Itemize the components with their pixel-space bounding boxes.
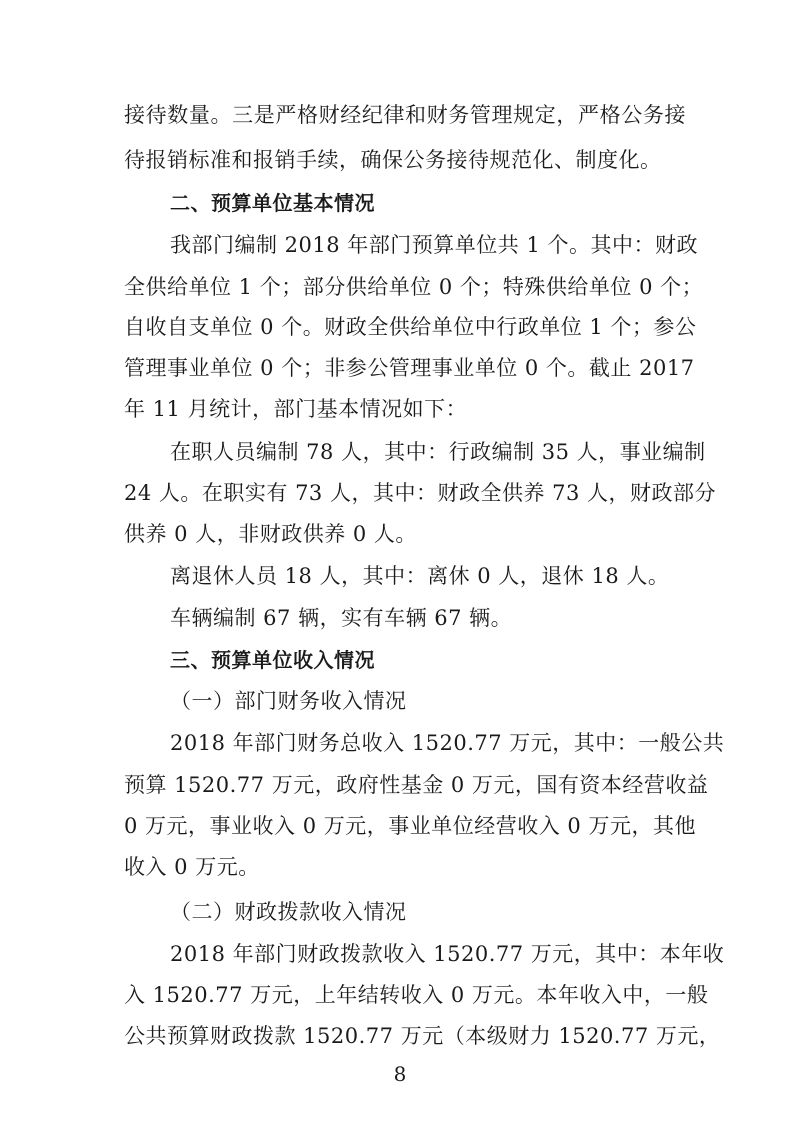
body-text-line: 供养 0 人，非财政供养 0 人。 — [124, 522, 417, 546]
body-text-line: 收入 0 万元。 — [124, 855, 260, 879]
body-text-line: 2018 年部门财务总收入 1520.77 万元，其中：一般公共 — [170, 731, 725, 755]
body-text-line: 接待数量。三是严格财经纪律和财务管理规定，严格公务接 — [124, 103, 686, 127]
body-text-line: 离退休人员 18 人，其中：离休 0 人，退休 18 人。 — [170, 564, 670, 588]
body-text-line: 我部门编制 2018 年部门预算单位共 1 个。其中：财政 — [170, 233, 699, 257]
body-text-line: 预算 1520.77 万元，政府性基金 0 万元，国有资本经营收益 — [124, 773, 709, 797]
body-text-line: 全供给单位 1 个；部分供给单位 0 个；特殊供给单位 0 个； — [124, 275, 704, 299]
body-text-line: 2018 年部门财政拨款收入 1520.77 万元，其中：本年收 — [170, 942, 725, 966]
body-text-line: 入 1520.77 万元，上年结转收入 0 万元。本年收入中，一般 — [124, 983, 709, 1007]
body-text-line: 自收自支单位 0 个。财政全供给单位中行政单位 1 个；参公 — [124, 315, 697, 339]
section-heading: 三、预算单位收入情况 — [170, 648, 375, 672]
body-text-line: 公共预算财政拨款 1520.77 万元（本级财力 1520.77 万元， — [124, 1024, 721, 1048]
subsection-heading: （一）部门财务收入情况 — [170, 689, 407, 713]
body-text-line: 在职人员编制 78 人，其中：行政编制 35 人，事业编制 — [170, 440, 706, 464]
body-text-line: 0 万元，事业收入 0 万元，事业单位经营收入 0 万元，其他 — [124, 814, 696, 838]
body-text-line: 待报销标准和报销手续，确保公务接待规范化、制度化。 — [124, 148, 662, 172]
page-number: 8 — [393, 1062, 407, 1086]
body-text-line: 年 11 月统计，部门基本情况如下： — [124, 397, 468, 421]
body-text-line: 车辆编制 67 辆，实有车辆 67 辆。 — [170, 606, 513, 630]
section-heading: 二、预算单位基本情况 — [170, 191, 375, 215]
body-text-line: 管理事业单位 0 个；非参公管理事业单位 0 个。截止 2017 — [124, 356, 695, 380]
subsection-heading: （二）财政拨款收入情况 — [170, 900, 407, 924]
body-text-line: 24 人。在职实有 73 人，其中：财政全供养 73 人，财政部分 — [124, 481, 717, 505]
